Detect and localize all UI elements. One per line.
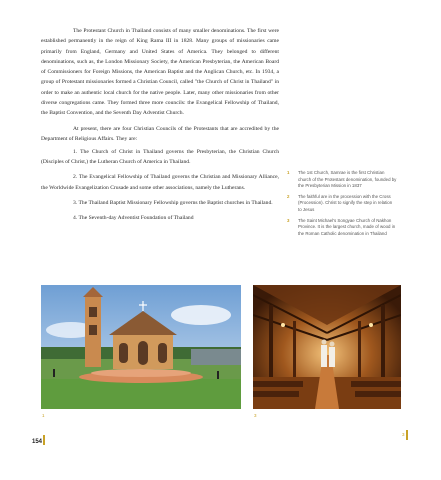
caption-text: The Saint Michael's Songyae Church of Nakhon Province. It is the largest church, made of wood in the Roman Catholic denomination in Thailand: [298, 217, 396, 236]
church-interior-photo: [253, 285, 401, 409]
church-exterior-photo: [41, 285, 241, 409]
caption-number: 3: [287, 217, 290, 223]
list-item: 2. The Evangelical Fellowship of Thailand governs the Christian and Missionary Alliance, the Worldwide Evangelization Crusade and some other associations, namely the Lutherans.: [41, 174, 279, 191]
list-item: 1. The Church of Christ in Thailand governs the Presbyterian, the Christian Church (Disciples of Christ,) the Lutheran Church of America in Thailand.: [41, 148, 279, 166]
paragraph-councils: At present, there are four Christian Councils of the Protestants that are accredited by the Department of Religious Affairs. They are:: [41, 125, 279, 142]
caption-number: 2: [287, 193, 290, 199]
folio-accent-bar: [43, 435, 45, 445]
main-text-column: [41, 26, 279, 224]
list-item: 3. The Thailand Baptist Missionary Fellowship governs the Baptist churches in Thailand.: [73, 199, 273, 206]
caption-text: The 1st Church, Samrae is the first Christian church of the Protestant denomination, founded by the Presbyterian Mission in 1837: [298, 170, 397, 189]
list-item: 4. The Seventh-day Adventist Foundation of Thailand: [73, 215, 194, 222]
photo-number: 3: [254, 413, 257, 418]
caption-column: [287, 170, 397, 241]
caption-text: The faithful are in the procession with the Cross (Procession). Christ to signify the step in relation to Jesus: [298, 193, 393, 212]
caption-item: [287, 194, 397, 214]
caption-item: [287, 218, 397, 238]
caption-number: 1: [287, 170, 290, 175]
page-number: 154: [32, 439, 43, 445]
caption-item: [287, 170, 397, 190]
paragraph-history: The Protestant Church in Thailand consists of many smaller denominations. The first were established permanently in the reign of King Rama III in 1828. Many groups of missionaries came primarily from England, Germany and United States of America. They belonged to different denominations, such as, the London Missionary Society, the American Presbyterian, the American Board of Commissioners for Foreign Missions, the American Baptist and the Anglican Church, etc. In 1934, a group of Protestant missionaries formed a Christian Council, called "the Church of Christ in Thailand" in order to make an authentic local church for the native people. Later, many other missionaries from other diverse congregations came. They formed three more councils: the Evangelical Fellowship of Thailand, the Baptist Convention, and the Seventh Day Adventist Church.: [41, 28, 279, 117]
photo-number: 1: [42, 413, 45, 418]
side-accent-bar: [406, 430, 408, 440]
side-page-marker: 3: [402, 432, 405, 437]
